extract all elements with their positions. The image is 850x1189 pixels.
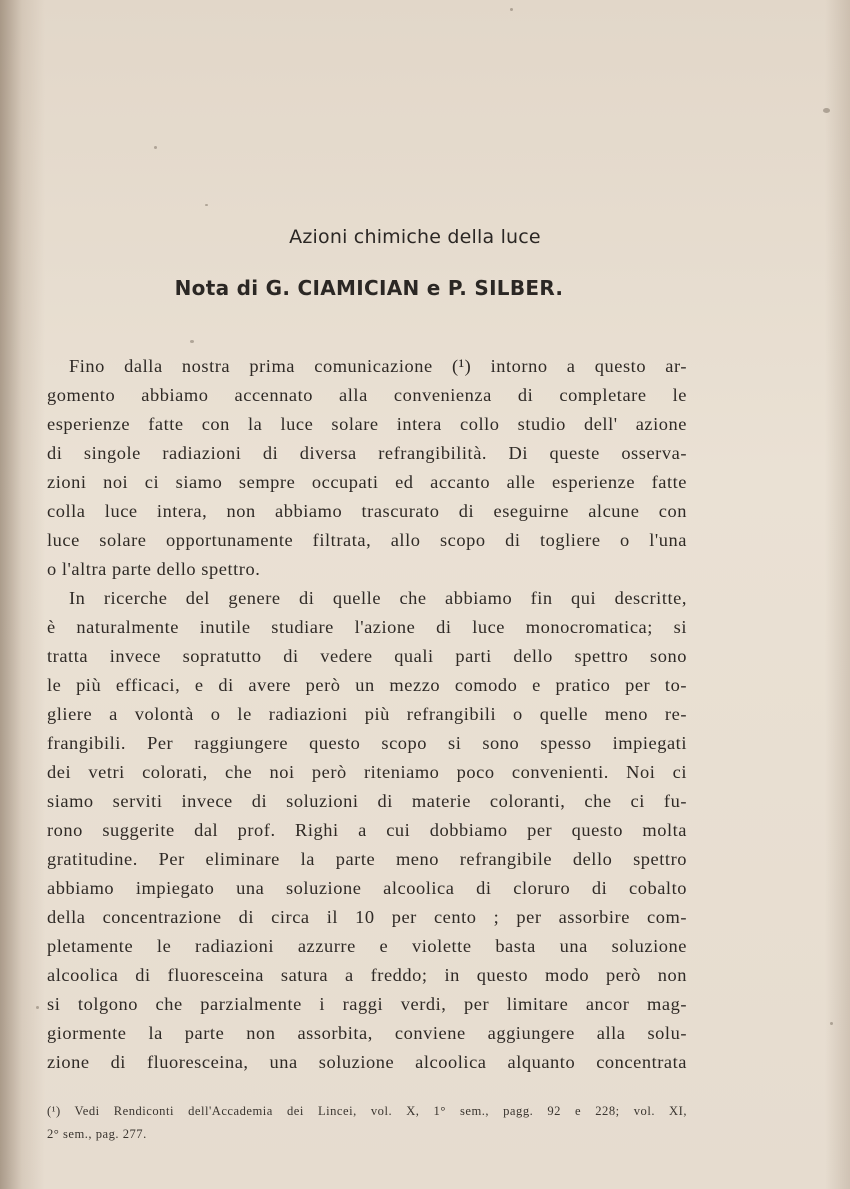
text-line: In ricerche del genere di quelle che abbiamo fin qui descritte,: [69, 588, 687, 608]
text-line: gomento abbiamo accennato alla convenienza di completare le: [47, 385, 687, 405]
text-line: giormente la parte non assorbita, conviene aggiungere alla solu-: [47, 1023, 687, 1043]
text-line: gratitudine. Per eliminare la parte meno refrangibile dello spettro: [47, 849, 687, 869]
text-line: esperienze fatte con la luce solare intera collo studio dell' azione: [47, 414, 687, 434]
body-text: [47, 352, 687, 1077]
footnote-line: (¹) Vedi Rendiconti dell'Accademia dei Lincei, vol. X, 1° sem., pagg. 92 e 228; vol. XI,: [47, 1104, 687, 1118]
text-line: è naturalmente inutile studiare l'azione di luce monocromatica; si: [47, 617, 687, 637]
text-line: gliere a volontà o le radiazioni più refrangibili o quelle meno re-: [47, 704, 687, 724]
footnote-line: 2° sem., pag. 277.: [47, 1127, 147, 1141]
text-line: zioni noi ci siamo sempre occupati ed accanto alle esperienze fatte: [47, 472, 687, 492]
text-line: si tolgono che parzialmente i raggi verdi, per limitare ancor mag-: [47, 994, 687, 1014]
footnote: [47, 1100, 687, 1146]
text-line: tratta invece sopratutto di vedere quali parti dello spettro sono: [47, 646, 687, 666]
paper-speck: [205, 204, 208, 206]
paper-speck: [36, 1006, 39, 1009]
text-line: colla luce intera, non abbiamo trascurato di eseguirne alcune con: [47, 501, 687, 521]
text-line: pletamente le radiazioni azzurre e violette basta una soluzione: [47, 936, 687, 956]
paper-speck: [823, 108, 830, 113]
paper-speck: [190, 340, 194, 343]
paper-speck: [830, 1022, 833, 1025]
text-line: della concentrazione di circa il 10 per cento ; per assorbire com-: [47, 907, 687, 927]
article-title: Azioni chimiche della luce: [289, 226, 541, 248]
paper-speck: [510, 8, 513, 11]
text-line: frangibili. Per raggiungere questo scopo si sono spesso impiegati: [47, 733, 687, 753]
text-line: abbiamo impiegato una soluzione alcoolica di cloruro di cobalto: [47, 878, 687, 898]
text-line: o l'altra parte dello spettro.: [47, 559, 261, 579]
text-line: zione di fluoresceina, una soluzione alcoolica alquanto concentrata: [47, 1052, 687, 1072]
text-line: luce solare opportunamente filtrata, allo scopo di togliere o l'una: [47, 530, 687, 550]
text-line: siamo serviti invece di soluzioni di materie coloranti, che ci fu-: [47, 791, 687, 811]
paper-speck: [154, 146, 157, 149]
text-line: alcoolica di fluoresceina satura a freddo; in questo modo però non: [47, 965, 687, 985]
text-line: di singole radiazioni di diversa refrangibilità. Di queste osserva-: [47, 443, 687, 463]
text-line: dei vetri colorati, che noi però riteniamo poco convenienti. Noi ci: [47, 762, 687, 782]
text-line: le più efficaci, e di avere però un mezzo comodo e pratico per to-: [47, 675, 687, 695]
text-line: rono suggerite dal prof. Righi a cui dobbiamo per questo molta: [47, 820, 687, 840]
text-line: Fino dalla nostra prima comunicazione (¹) intorno a questo ar-: [69, 356, 687, 376]
article-authors: Nota di G. CIAMICIAN e P. SILBER.: [174, 276, 564, 300]
